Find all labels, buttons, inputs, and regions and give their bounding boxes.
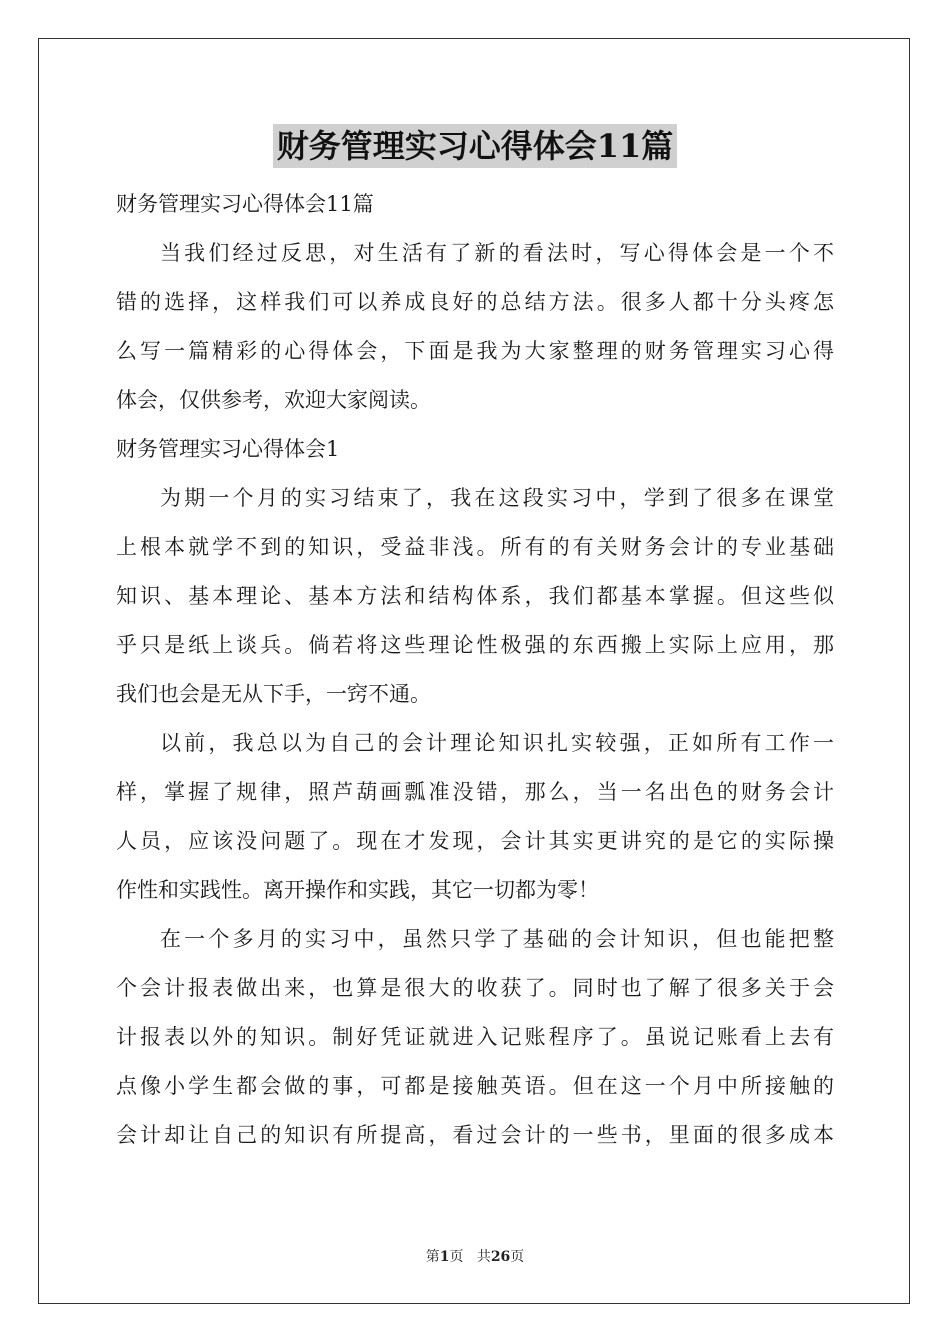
paragraph2-line: 人员，应该没问题了。现在才发现，会计其实更讲究的是它的实际操 <box>116 829 834 853</box>
paragraph2-line: 样，掌握了规律，照芦葫画瓢准没错，那么，当一名出色的财务会计 <box>116 780 834 804</box>
page-number: 1 <box>439 1249 450 1265</box>
paragraph1-line: 我们也会是无从下手，一窍不通。 <box>116 682 431 706</box>
total-pages: 26 <box>490 1249 511 1265</box>
paragraph1-line: 知识、基本理论、基本方法和结构体系，我们都基本掌握。但这些似 <box>116 584 834 608</box>
total-suffix: 页 <box>510 1249 525 1265</box>
intro-line: 错的选择，这样我们可以养成良好的总结方法。很多人都十分头疼怎 <box>116 290 834 314</box>
document-title: 财务管理实习心得体会11篇 <box>273 124 678 168</box>
paragraph3-line: 计报表以外的知识。制好凭证就进入记账程序了。虽说记账看上去有 <box>116 1025 834 1049</box>
page-footer <box>0 1246 950 1266</box>
paragraph2-line: 以前，我总以为自己的会计理论知识扎实较强，正如所有工作一 <box>160 731 834 755</box>
total-prefix: 共 <box>476 1249 491 1265</box>
paragraph2-line: 作性和实践性。离开操作和实践，其它一切都为零！ <box>116 878 599 902</box>
paragraph3-line: 会计却让自己的知识有所提高，看过会计的一些书，里面的很多成本 <box>116 1123 834 1147</box>
page-prefix: 第 <box>425 1249 440 1265</box>
paragraph3-line: 在一个多月的实习中，虽然只学了基础的会计知识，但也能把整 <box>160 927 834 951</box>
paragraph3-line: 点像小学生都会做的事，可都是接触英语。但在这一个月中所接触的 <box>116 1074 834 1098</box>
document-body <box>116 180 834 1160</box>
paragraph1-line: 为期一个月的实习结束了，我在这段实习中，学到了很多在课堂 <box>160 486 834 510</box>
paragraph1-line: 乎只是纸上谈兵。倘若将这些理论性极强的东西搬上实际上应用，那 <box>116 633 834 657</box>
paragraph3-line: 个会计报表做出来，也算是很大的收获了。同时也了解了很多关于会 <box>116 976 834 1000</box>
intro-line: 当我们经过反思，对生活有了新的看法时，写心得体会是一个不 <box>160 241 834 265</box>
title-container <box>0 124 950 168</box>
page-suffix: 页 <box>449 1249 464 1265</box>
intro-line: 么写一篇精彩的心得体会，下面是我为大家整理的财务管理实习心得 <box>116 339 834 363</box>
section-heading: 财务管理实习心得体会1 <box>116 437 340 461</box>
paragraph1-line: 上根本就学不到的知识，受益非浅。所有的有关财务会计的专业基础 <box>116 535 834 559</box>
document-subtitle: 财务管理实习心得体会11篇 <box>116 192 374 216</box>
intro-line: 体会，仅供参考，欢迎大家阅读。 <box>116 388 431 412</box>
